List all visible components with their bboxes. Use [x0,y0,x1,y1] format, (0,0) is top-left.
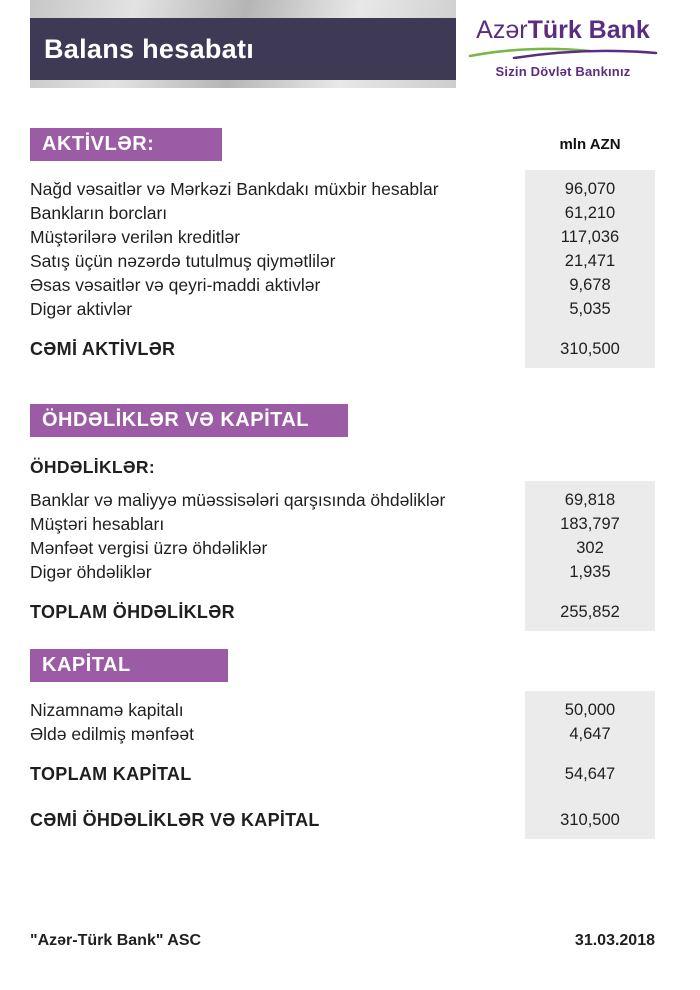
row-label: Əsas vəsaitlər və qeyri-maddi aktivlər [30,275,321,295]
table-row [30,249,670,273]
liabilities-subheader: ÖHDƏLİKLƏR: [30,457,155,477]
row-label: Nizamnamə kapitalı [30,700,184,720]
page-title-banner [30,18,460,80]
section-header-liabilities: ÖHDƏLİKLƏR VƏ KAPİTAL [30,404,348,437]
section-header-assets: AKTİVLƏR: [30,128,222,161]
total-value: 54,647 [564,764,616,783]
total-label: CƏMİ AKTİVLƏR [30,339,176,359]
row-value: 183,797 [560,514,620,533]
table-row [30,225,670,249]
total-label: TOPLAM KAPİTAL [30,764,192,784]
grand-total-label: CƏMİ ÖHDƏLİKLƏR VƏ KAPİTAL [30,810,320,830]
row-value: 50,000 [564,700,616,719]
assets-banner-row [30,128,670,161]
table-row [30,536,670,560]
row-value: 21,471 [564,251,616,270]
row-label: Digər aktivlər [30,299,133,319]
row-value: 1,935 [569,562,611,581]
bank-tagline: Sizin Dövlət Bankınız [495,63,631,79]
row-label: Mənfəət vergisi üzrə öhdəliklər [30,538,268,558]
assets-rows [30,170,670,368]
bank-logo-name-bold: Türk Bank [527,15,650,44]
footer-bank-name: "Azər-Türk Bank" ASC [30,932,202,949]
table-row [30,560,670,584]
bank-logo-text [476,15,650,44]
table-row [30,722,670,746]
row-value: 302 [576,538,604,557]
row-label: Banklar və maliyyə müəssisələri qarşısında öhdəliklər [30,490,446,510]
table-row [30,177,670,201]
row-label: Müştəri hesabları [30,514,165,534]
logo-swoosh-icon [468,46,658,59]
footer-report-date: 31.03.2018 [574,932,655,949]
table-row [30,512,670,536]
table-row [30,488,670,512]
section-header-capital: KAPİTAL [30,649,228,682]
row-value: 4,647 [569,724,611,743]
total-row-liabilities [30,600,670,624]
row-value: 9,678 [569,275,611,294]
section-assets [30,128,670,368]
bank-logo-name-light: Azər [476,15,528,44]
row-value: 69,818 [564,490,616,509]
row-value: 61,210 [564,203,616,222]
table-row [30,273,670,297]
total-label: TOPLAM ÖHDƏLİKLƏR [30,602,235,622]
row-value: 117,036 [560,227,620,246]
table-row [30,698,670,722]
row-label: Bankların borcları [30,203,168,223]
liabilities-banner-row [30,404,670,437]
grand-total-row [30,808,670,832]
page-header [0,0,700,88]
total-value: 310,500 [560,339,620,358]
unit-label: mln AZN [559,136,621,153]
section-liabilities [30,404,670,631]
section-capital [30,649,670,839]
row-label: Digər öhdəliklər [30,562,152,582]
page-title: Balans hesabatı [44,33,255,64]
bank-logo [456,0,670,88]
liabilities-rows [30,481,670,631]
table-row [30,297,670,321]
report-body [0,128,700,839]
row-label: Nağd vəsaitlər və Mərkəzi Bankdakı müxbir hesablar [30,179,439,199]
grand-total-value: 310,500 [560,810,620,829]
row-label: Əldə edilmiş mənfəət [30,724,194,744]
row-value: 96,070 [564,179,616,198]
total-row-capital [30,762,670,786]
row-label: Müştərilərə verilən kreditlər [30,227,241,247]
capital-banner-row [30,649,670,682]
capital-rows [30,691,670,839]
table-row [30,201,670,225]
page-footer [30,932,655,950]
total-row-assets [30,337,670,361]
row-label: Satış üçün nəzərdə tutulmuş qiymətlilər [30,251,336,271]
total-value: 255,852 [560,602,620,621]
row-value: 5,035 [569,299,611,318]
